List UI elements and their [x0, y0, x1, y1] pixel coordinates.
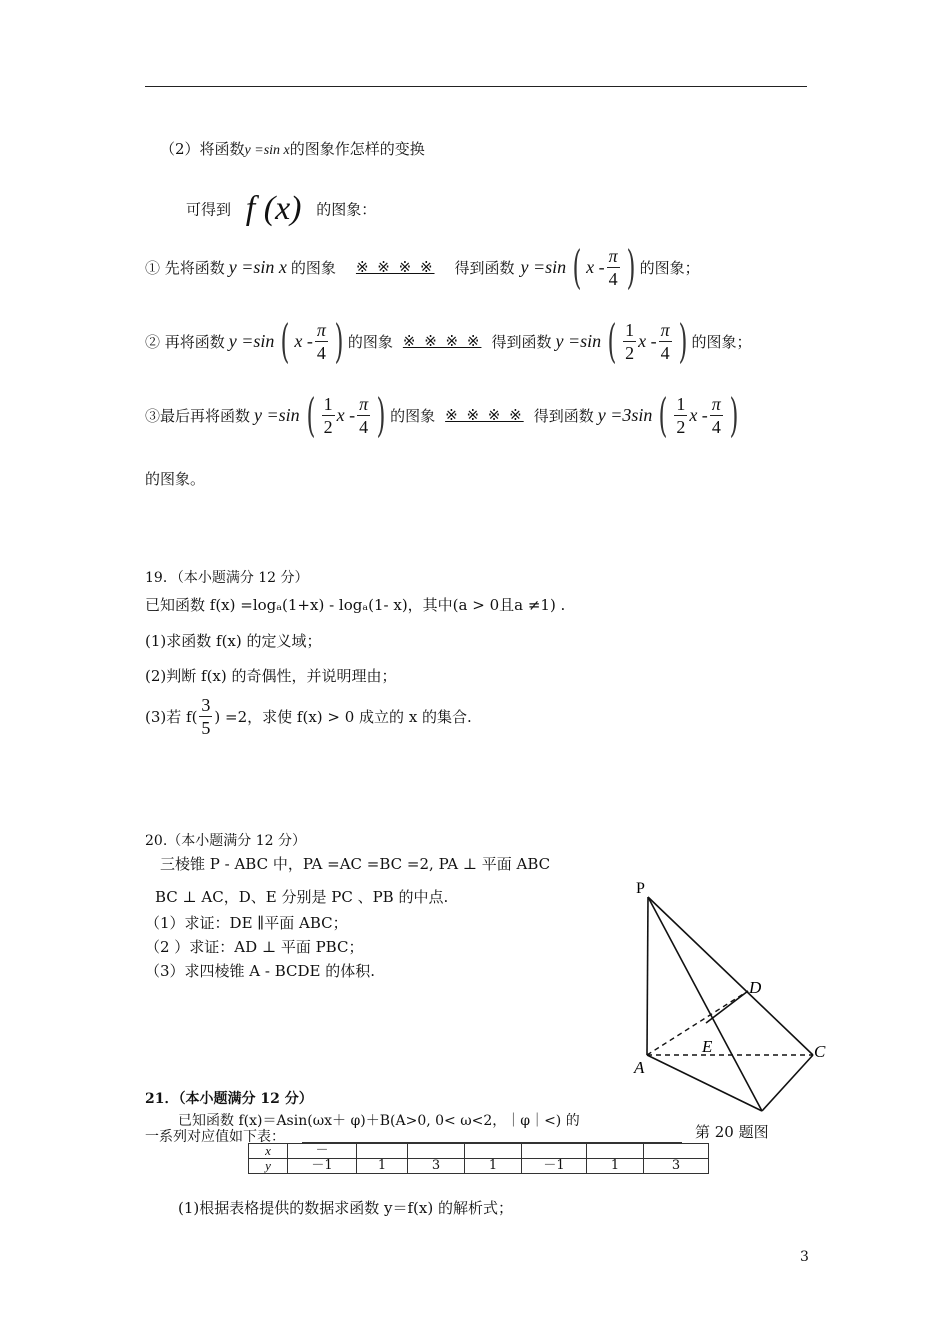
table-cell: 3 [644, 1159, 709, 1174]
table-cell [644, 1144, 709, 1159]
table-cell [408, 1144, 465, 1159]
header-rule [145, 86, 807, 87]
q19-part3: (3)若 f( $\frac{3}{5}$ ) =2，求使 f(x) > 0 成立的 x 的集合. [145, 695, 472, 738]
label-E: E [702, 1037, 713, 1056]
q20-part2: （2 ）求证：AD ⊥ 平面 PBC； [145, 938, 364, 956]
figure-caption: 第 20 题图 [695, 1123, 769, 1141]
label-A: A [634, 1058, 645, 1077]
edge-BC [762, 1055, 813, 1111]
label-C: C [814, 1042, 826, 1061]
values-table [248, 1143, 709, 1174]
table-cell: 1 [465, 1159, 522, 1174]
table-cell: 1 [587, 1159, 644, 1174]
table-cell: －1 [522, 1159, 587, 1174]
table-cell [465, 1144, 522, 1159]
table-cell: －1 [288, 1159, 357, 1174]
q21-line1: 已知函数 f(x)＝Asin(ωx＋ φ)＋B(A>0, 0< ω<2，｜φ｜<) 的 [178, 1113, 580, 1129]
edge-PC [648, 897, 813, 1055]
q20-title: 20.（本小题满分 12 分） [145, 833, 306, 849]
edge-PA [647, 897, 648, 1055]
q21-line2: 一系列对应值如下表： [145, 1129, 285, 1145]
table-row-y [249, 1159, 709, 1174]
edge-PB [648, 897, 762, 1111]
pyramid-figure [620, 875, 840, 1145]
edge-AD [647, 991, 748, 1055]
q21-part1: (1)根据表格提供的数据求函数 y＝f(x) 的解析式； [178, 1199, 513, 1217]
table-cell: － [288, 1144, 357, 1159]
can-get-line: 可得到 f (x) 的图象： [186, 190, 377, 227]
step3-line: ③最后再将函数 y =sin ( $\frac{1}{2}$ x - $\frac{\pi}{4}$ ) 的图象 ※ ※ ※ ※ 得到函数 y =3sin ( $\frac{1}{2}$ x - $\frac{\pi}{4}$ ) [145, 388, 739, 442]
part2-intro: （2）将函数y =sin x的图象作怎样的变换 [160, 140, 425, 158]
q19-line1: 已知函数 f(x) =logₐ(1+x) - logₐ(1- x)，其中(a > 0且a ≠1) . [145, 596, 566, 614]
q21-title: 21．（本小题满分 12 分） [145, 1091, 313, 1107]
step3-tail: 的图象。 [145, 470, 206, 488]
table-cell [587, 1144, 644, 1159]
q19-part1: (1)求函数 f(x) 的定义域； [145, 632, 322, 650]
label-D: D [749, 978, 762, 997]
q19-title: 19．（本小题满分 12 分） [145, 570, 309, 586]
q20-line1: 三棱锥 P - ABC 中，PA =AC =BC =2, PA ⊥ 平面 ABC [160, 855, 551, 873]
table-cell: 3 [408, 1159, 465, 1174]
table-cell: y [249, 1159, 288, 1174]
table-row-x [249, 1144, 709, 1159]
page-number: 3 [800, 1249, 809, 1265]
q20-line2: BC ⊥ AC，D、E 分别是 PC 、PB 的中点. [155, 888, 449, 906]
edge-AB [647, 1055, 762, 1111]
table-cell [357, 1144, 408, 1159]
q20-part3: （3）求四棱锥 A - BCDE 的体积. [145, 962, 376, 980]
q20-part1: （1）求证：DE ∥平面 ABC； [145, 914, 348, 932]
q19-part2: (2)判断 f(x) 的奇偶性，并说明理由； [145, 667, 397, 685]
step1-line: ① 先将函数 y =sin x 的图象 ※ ※ ※ ※ 得到函数 y =sin ( x - $\frac{\pi}{4}$ ) 的图象； [145, 240, 700, 294]
table-cell: 1 [357, 1159, 408, 1174]
table-cell [522, 1144, 587, 1159]
table-cell: x [249, 1144, 288, 1159]
step2-line: ② 再将函数 y =sin ( x - $\frac{\pi}{4}$ ) 的图象 ※ ※ ※ ※ 得到函数 y =sin ( $\frac{1}{2}$ x - $\frac{\pi}{4}$ ) 的图象； [145, 314, 752, 368]
label-P: P [636, 880, 645, 897]
